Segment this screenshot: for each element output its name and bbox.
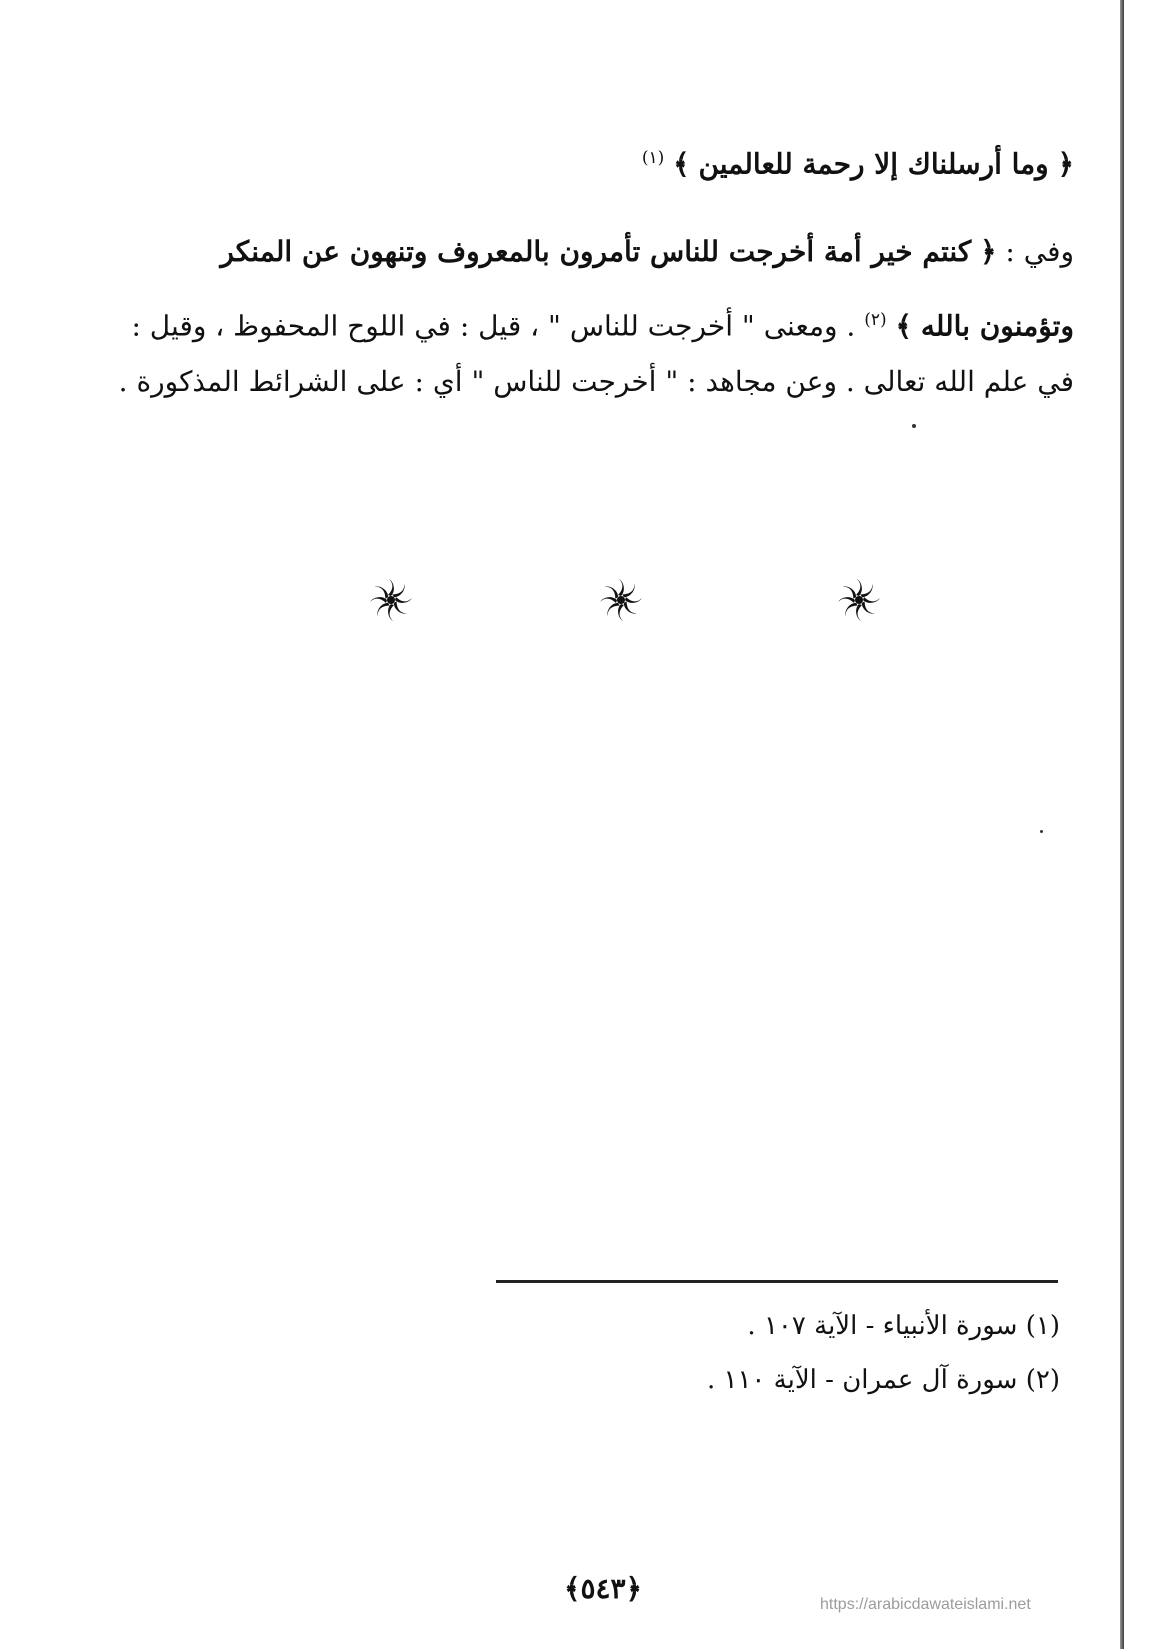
quran-open-bracket: ﴿ bbox=[1057, 147, 1074, 181]
quran-verse: كنتم خير أمة أخرجت للناس تأمرون بالمعروف وتنهون عن المنكر bbox=[220, 235, 972, 268]
footnote-ref-1: (١) bbox=[641, 148, 665, 168]
speck-mark bbox=[1040, 830, 1043, 833]
text-line-3 bbox=[118, 300, 1074, 346]
lead-text: وفي : bbox=[1005, 235, 1074, 268]
asterisk-flower-icon bbox=[834, 575, 884, 625]
asterisk-flower-icon bbox=[596, 575, 646, 625]
quran-open-bracket: ﴿ bbox=[980, 235, 997, 268]
text-line-4 bbox=[118, 362, 1074, 402]
footnote-1: (١) سورة الأنبياء - الآية ١٠٧ . bbox=[747, 1311, 1060, 1341]
footnote-divider bbox=[496, 1280, 1058, 1283]
quran-verse: وما أرسلناك إلا رحمة للعالمين bbox=[698, 147, 1049, 181]
text-line-1 bbox=[118, 138, 1074, 184]
commentary-text: . ومعنى " أخرجت للناس " ، قيل : في اللوح المحفوظ ، وقيل : bbox=[131, 309, 856, 343]
text-line-2 bbox=[118, 232, 1074, 272]
footnote-ref-2: (٢) bbox=[864, 310, 887, 330]
quran-close-bracket: ﴾ bbox=[895, 309, 912, 343]
asterisk-flower-icon bbox=[366, 575, 416, 625]
scan-edge-line bbox=[1120, 0, 1124, 1649]
quran-close-bracket: ﴾ bbox=[673, 147, 690, 181]
speck-mark bbox=[912, 424, 916, 428]
page-number: ﴿٥٤٣﴾ bbox=[564, 1572, 642, 1605]
section-divider bbox=[0, 575, 1166, 625]
quran-verse: وتؤمنون بالله bbox=[920, 309, 1074, 343]
source-watermark-url[interactable]: https://arabicdawateislami.net bbox=[820, 1596, 1031, 1613]
commentary-text: في علم الله تعالى . وعن مجاهد : " أخرجت للناس " أي : على الشرائط المذكورة . bbox=[118, 365, 1074, 398]
main-text bbox=[118, 0, 1074, 420]
footnote-2: (٢) سورة آل عمران - الآية ١١٠ . bbox=[706, 1365, 1060, 1395]
